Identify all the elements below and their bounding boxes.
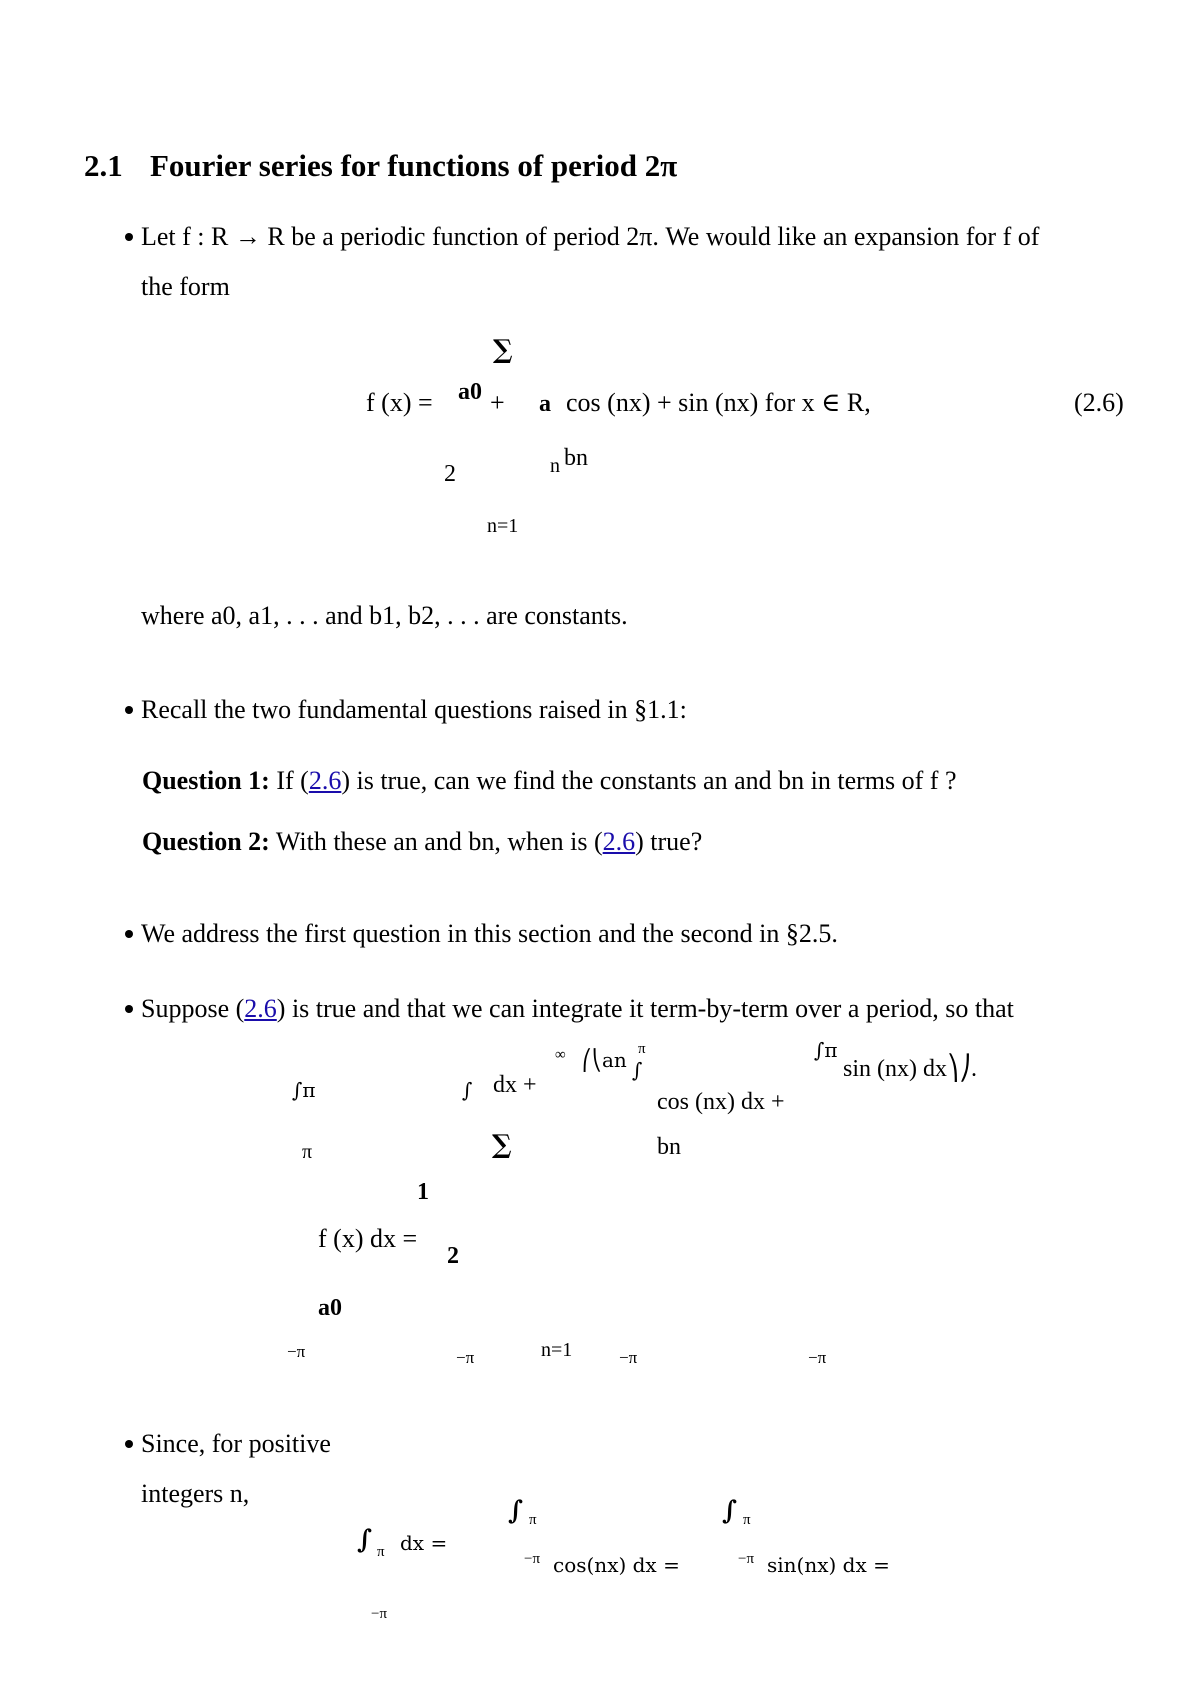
question-text: ) true? <box>635 827 703 856</box>
equation-term: sin (nx) dx⎞⎠. <box>843 1056 977 1082</box>
equation-a0: a0 <box>318 1295 342 1321</box>
paragraph-line: Let f : R → R be a periodic function of period 2π. We would like an expansion for f of <box>141 222 1040 251</box>
equation-term: sin(nx) dx = <box>767 1553 890 1577</box>
bullet-icon <box>125 1005 133 1013</box>
equation-link[interactable]: 2.6 <box>308 766 342 795</box>
equation-label: (2.6) <box>1074 388 1124 417</box>
integral-upper-limit: π <box>743 1512 751 1528</box>
equation-an: a <box>539 391 551 417</box>
sum-upper-limit: ∞ <box>555 1047 566 1063</box>
integral-lower-limit: −π <box>619 1348 638 1367</box>
integral-lower-limit: −π <box>371 1606 388 1622</box>
sum-lower-limit: n=1 <box>487 515 519 537</box>
equation-term: f (x) dx = <box>318 1224 418 1253</box>
sum-symbol: ∑ <box>492 1130 512 1160</box>
fraction-numerator: 1 <box>417 1179 429 1205</box>
question-text: With these an and bn, when is ( <box>275 827 603 856</box>
equation-rest: cos (nx) + sin (nx) for x ∈ R, <box>566 388 871 417</box>
integral-symbol: ∫π <box>814 1038 838 1062</box>
paragraph-text: ) is true and that we can integrate it term-by-term over a period, so that <box>276 994 1014 1023</box>
paragraph-text: Suppose ( <box>141 994 245 1023</box>
equation-term: dx + <box>493 1072 537 1098</box>
equation-a0: a0 <box>458 379 482 405</box>
paragraph-line: Recall the two fundamental questions raised in §1.1: <box>141 695 687 724</box>
equation-bn: bn <box>564 445 588 471</box>
question-text: If ( <box>276 766 309 795</box>
sum-symbol: ∑ <box>493 335 513 365</box>
bullet-icon <box>125 706 133 714</box>
paragraph-line: the form <box>141 272 230 301</box>
paragraph-line: integers n, <box>141 1479 250 1508</box>
brace-an: ⎛⎝an <box>582 1048 627 1072</box>
bullet-icon <box>125 930 133 938</box>
integral-upper-limit: π <box>377 1544 385 1560</box>
integral-symbol: ∫ <box>722 1496 738 1526</box>
question-label: Question 1: <box>142 766 270 795</box>
question-label: Question 2: <box>142 827 270 856</box>
integral-lower-limit: −π <box>524 1551 541 1567</box>
equation-denominator: 2 <box>444 461 456 487</box>
integral-symbol: ∫ <box>462 1078 473 1102</box>
equation-lhs: f (x) = <box>366 388 433 417</box>
paragraph-line: We address the first question in this section and the second in §2.5. <box>141 919 838 948</box>
paragraph-line: where a0, a1, . . . and b1, b2, . . . are constants. <box>141 601 628 630</box>
equation-term: cos (nx) dx + <box>657 1089 785 1115</box>
equation-subscript: n <box>550 455 560 477</box>
question-2 <box>142 829 702 855</box>
integral-upper-limit: π <box>529 1512 537 1528</box>
question-1 <box>142 768 956 794</box>
equation-link[interactable]: 2.6 <box>244 994 277 1023</box>
paragraph-line <box>141 996 1014 1022</box>
integral-symbol: ∫π <box>292 1078 316 1102</box>
equation-plus: + <box>490 388 505 417</box>
integral-lower-limit: −π <box>456 1348 475 1367</box>
equation-term: cos(nx) dx = <box>553 1553 680 1577</box>
integral-lower-limit: −π <box>738 1551 755 1567</box>
bullet-icon <box>125 1440 133 1448</box>
section-title: Fourier series for functions of period 2π <box>150 148 678 183</box>
integral-symbol: ∫ <box>508 1496 524 1526</box>
equation-bn: bn <box>657 1134 681 1160</box>
integral-upper-limit: π <box>638 1041 646 1057</box>
integral-lower-limit: −π <box>287 1342 306 1361</box>
integral-symbol: ∫ <box>632 1058 643 1082</box>
integral-symbol: ∫ <box>357 1525 373 1555</box>
bullet-icon <box>125 233 133 241</box>
paragraph-line: Since, for positive <box>141 1429 331 1458</box>
section-number: 2.1 <box>84 148 123 183</box>
fraction-denominator: 2 <box>447 1243 459 1269</box>
integral-limit: π <box>302 1141 313 1163</box>
question-text: ) is true, can we find the constants an and bn in terms of f ? <box>341 766 957 795</box>
equation-term: dx = <box>400 1531 448 1555</box>
integral-lower-limit: −π <box>808 1348 827 1367</box>
equation-link[interactable]: 2.6 <box>602 827 636 856</box>
sum-lower-limit: n=1 <box>541 1339 573 1361</box>
